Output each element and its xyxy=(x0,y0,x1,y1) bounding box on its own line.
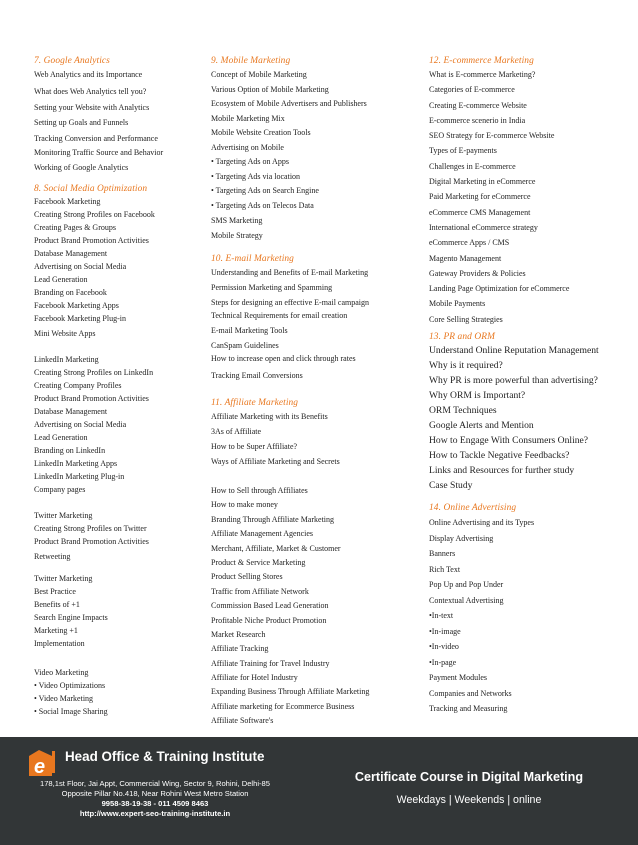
list-item: Creating Strong Profiles on Twitter xyxy=(34,524,147,533)
list-item: eCommerce Apps / CMS xyxy=(429,238,510,248)
list-item: Setting up Goals and Funnels xyxy=(34,118,129,127)
list-item: Tracking Email Conversions xyxy=(211,371,303,380)
list-item: Creating E-commerce Website xyxy=(429,100,527,110)
list-item: • Video Optimizations xyxy=(34,681,106,690)
list-item: Best Practice xyxy=(34,587,76,596)
list-item: Twitter Marketing xyxy=(34,574,93,583)
certificate-title: Certificate Course in Digital Marketing xyxy=(354,770,584,784)
list-item: Facebook Marketing xyxy=(34,197,101,206)
list-item: Branding Through Affiliate Marketing xyxy=(211,514,335,524)
list-item: Search Engine Impacts xyxy=(34,613,108,622)
list-item: Affiliate Software's xyxy=(211,716,274,726)
list-item: Types of E-payments xyxy=(429,146,497,156)
pr-orm-list xyxy=(429,346,599,491)
list-item: Contextual Advertising xyxy=(429,595,504,605)
mobile-marketing-list xyxy=(211,70,367,241)
list-item: Facebook Marketing Plug-in xyxy=(34,314,126,323)
list-item: What does Web Analytics tell you? xyxy=(34,87,147,96)
list-item: CanSpam Guidelines xyxy=(211,341,279,350)
list-item: • Targeting Ads via location xyxy=(211,171,301,181)
google-plus-list xyxy=(34,574,108,649)
list-item: •In-page xyxy=(429,657,457,667)
list-item: Merchant, Affiliate, Market & Customer xyxy=(211,543,341,553)
section-title-social-media: 8. Social Media Optimization xyxy=(34,184,148,194)
list-item: Facebook Marketing Apps xyxy=(34,301,119,310)
footer-banner xyxy=(0,737,638,845)
list-item: SEO Strategy for E-commerce Website xyxy=(429,131,555,141)
email-marketing-list xyxy=(211,268,369,381)
list-item: Advertising on Mobile xyxy=(211,142,284,152)
list-item: Creating Pages & Groups xyxy=(34,223,116,232)
list-item: Product Brand Promotion Activities xyxy=(34,394,149,403)
list-item: International eCommerce strategy xyxy=(429,222,538,232)
list-item: Technical Requirements for email creation xyxy=(211,311,348,320)
list-item: eCommerce CMS Management xyxy=(429,207,531,217)
section-title-email-marketing: 10. E-mail Marketing xyxy=(211,254,294,264)
list-item: Banners xyxy=(429,549,456,558)
list-item: Why ORM is Important? xyxy=(429,390,526,401)
list-item: Core Selling Strategies xyxy=(429,314,503,324)
list-item: Branding on LinkedIn xyxy=(34,446,106,455)
list-item: How to Tackle Negative Feedbacks? xyxy=(429,450,570,461)
list-item: Online Advertising and its Types xyxy=(429,518,535,527)
list-item: Video Marketing xyxy=(34,668,89,677)
list-item: 3As of Affiliate xyxy=(211,427,262,436)
list-item: Monitoring Traffic Source and Behavior xyxy=(34,148,164,157)
section-title-affiliate-marketing: 11. Affiliate Marketing xyxy=(211,398,299,408)
list-item: Product Brand Promotion Activities xyxy=(34,236,149,245)
list-item: Why PR is more powerful than advertising? xyxy=(429,375,598,386)
affiliate-marketing-list xyxy=(211,412,340,467)
twitter-list xyxy=(34,511,149,562)
logo-letter: e xyxy=(34,756,46,777)
list-item: Creating Company Profiles xyxy=(34,381,122,390)
list-item: Traffic from Affiliate Network xyxy=(211,586,309,596)
list-item: Mini Website Apps xyxy=(34,329,96,338)
list-item: Various Option of Mobile Marketing xyxy=(211,84,329,94)
list-item: Twitter Marketing xyxy=(34,511,93,520)
list-item: • Social Image Sharing xyxy=(34,707,108,716)
list-item: •In-video xyxy=(429,642,459,651)
section-title-google-analytics: 7. Google Analytics xyxy=(34,56,110,66)
list-item: LinkedIn Marketing xyxy=(34,355,99,364)
list-item: Links and Resources for further study xyxy=(429,465,575,476)
list-item: How to Sell through Affiliates xyxy=(211,486,308,495)
linkedin-list xyxy=(34,355,153,495)
list-item: • Video Marketing xyxy=(34,694,94,703)
list-item: Advertising on Social Media xyxy=(34,262,127,271)
list-item: Lead Generation xyxy=(34,433,88,442)
list-item: Affiliate Marketing with its Benefits xyxy=(211,412,328,421)
list-item: • Targeting Ads on Telecos Data xyxy=(211,200,314,210)
list-item: Understanding and Benefits of E-mail Marketing xyxy=(211,268,369,277)
affiliate-topics-list xyxy=(211,486,369,726)
list-item: Product & Service Marketing xyxy=(211,557,306,567)
list-item: Landing Page Optimization for eCommerce xyxy=(429,284,570,294)
list-item: Web Analytics and its Importance xyxy=(34,70,143,79)
list-item: E-commerce scenerio in India xyxy=(429,115,526,125)
list-item: Ways of Affiliate Marketing and Secrets xyxy=(211,457,340,466)
list-item: Why is it required? xyxy=(429,360,503,371)
address-line-2: Opposite Pillar No.418, Near Rohini West Metro Station xyxy=(61,789,249,798)
list-item: Google Alerts and Mention xyxy=(429,420,534,431)
list-item: Affiliate Tracking xyxy=(211,644,269,654)
list-item: Affiliate Training for Travel Industry xyxy=(211,658,330,668)
list-item: •In-text xyxy=(429,611,454,620)
section-title-pr-orm: 13. PR and ORM xyxy=(429,332,495,342)
section-title-ecommerce-marketing: 12. E-commerce Marketing xyxy=(429,56,534,66)
institute-logo-icon xyxy=(26,747,60,777)
list-item: Product Selling Stores xyxy=(211,572,283,582)
list-item: Lead Generation xyxy=(34,275,88,284)
list-item: • Targeting Ads on Apps xyxy=(211,157,289,166)
list-item: Profitable Niche Product Promotion xyxy=(211,615,327,625)
list-item: What is E-commerce Marketing? xyxy=(429,70,536,79)
video-marketing-list xyxy=(34,668,108,717)
list-item: Retweeting xyxy=(34,552,71,561)
list-item: Implementation xyxy=(34,639,85,648)
course-schedule: Weekdays | Weekends | online xyxy=(396,794,542,806)
office-title: Head Office & Training Institute xyxy=(65,749,265,764)
list-item: Challenges in E-commerce xyxy=(429,161,516,171)
list-item: Benefits of +1 xyxy=(34,600,80,609)
list-item: Gateway Providers & Policies xyxy=(429,268,526,278)
list-item: Digital Marketing in eCommerce xyxy=(429,177,536,187)
phone-numbers: 9958-38-19-38 - 011 4509 8463 xyxy=(101,799,209,808)
online-advertising-list xyxy=(429,518,534,714)
list-item: Mobile Strategy xyxy=(211,230,263,240)
list-item: Company pages xyxy=(34,485,86,494)
list-item: LinkedIn Marketing Apps xyxy=(34,459,118,468)
list-item: How to be Super Affiliate? xyxy=(211,442,298,451)
list-item: Affiliate marketing for Ecommerce Business xyxy=(211,701,355,711)
list-item: Steps for designing an effective E-mail campaign xyxy=(211,298,370,307)
list-item: Concept of Mobile Marketing xyxy=(211,70,307,79)
list-item: Payment Modules xyxy=(429,673,487,682)
list-item: Affiliate Management Agencies xyxy=(211,529,314,539)
list-item: Branding on Facebook xyxy=(34,288,107,297)
list-item: Creating Strong Profiles on Facebook xyxy=(34,210,155,219)
list-item: Case Study xyxy=(429,480,473,491)
list-item: Mobile Payments xyxy=(429,299,486,309)
list-item: How to increase open and click through rates xyxy=(211,354,356,363)
list-item: Ecosystem of Mobile Advertisers and Publishers xyxy=(211,99,367,108)
list-item: •In-image xyxy=(429,626,461,636)
list-item: Paid Marketing for eCommerce xyxy=(429,192,531,202)
section-title-online-advertising: 14. Online Advertising xyxy=(429,503,517,513)
list-item: ORM Techniques xyxy=(429,405,497,416)
list-item: Rich Text xyxy=(429,564,461,574)
list-item: Understand Online Reputation Management xyxy=(429,345,599,356)
list-item: Mobile Marketing Mix xyxy=(211,113,285,123)
list-item: LinkedIn Marketing Plug-in xyxy=(34,472,125,481)
list-item: How to Engage With Consumers Online? xyxy=(429,435,589,446)
list-item: E-mail Marketing Tools xyxy=(211,326,288,335)
list-item: Companies and Networks xyxy=(429,688,512,698)
address-line-1: 178,1st Floor, Jai Appt, Commercial Wing, Sector 9, Rohini, Delhi-85 xyxy=(39,779,271,788)
list-item: Database Management xyxy=(34,249,108,258)
list-item: Commission Based Lead Generation xyxy=(211,601,329,611)
list-item: Permission Marketing and Spamming xyxy=(211,283,333,292)
list-item: Creating Strong Profiles on LinkedIn xyxy=(34,368,154,377)
list-item: • Targeting Ads on Search Engine xyxy=(211,186,319,195)
list-item: Advertising on Social Media xyxy=(34,420,127,429)
list-item: Affiliate for Hotel Industry xyxy=(211,673,298,683)
list-item: Tracking Conversion and Performance xyxy=(34,134,158,143)
list-item: Magento Management xyxy=(429,253,502,263)
list-item: Categories of E-commerce xyxy=(429,85,515,95)
section-title-mobile-marketing: 9. Mobile Marketing xyxy=(211,56,291,66)
list-item: SMS Marketing xyxy=(211,215,263,225)
list-item: Database Management xyxy=(34,407,108,416)
ecommerce-list xyxy=(429,70,569,325)
list-item: Marketing +1 xyxy=(34,626,78,635)
social-media-list xyxy=(34,197,155,339)
list-item: Tracking and Measuring xyxy=(429,704,508,713)
website-link[interactable]: http://www.expert-seo-training-institute.in xyxy=(79,809,231,818)
list-item: Pop Up and Pop Under xyxy=(429,580,504,589)
list-item: Display Advertising xyxy=(429,533,494,543)
list-item: Product Brand Promotion Activities xyxy=(34,537,149,546)
list-item: Mobile Website Creation Tools xyxy=(211,128,311,137)
list-item: How to make money xyxy=(211,500,278,510)
list-item: Working of Google Analytics xyxy=(34,163,129,172)
list-item: Market Research xyxy=(211,629,266,639)
list-item: Setting your Website with Analytics xyxy=(34,103,150,112)
list-item: Expanding Business Through Affiliate Marketing xyxy=(211,687,370,697)
